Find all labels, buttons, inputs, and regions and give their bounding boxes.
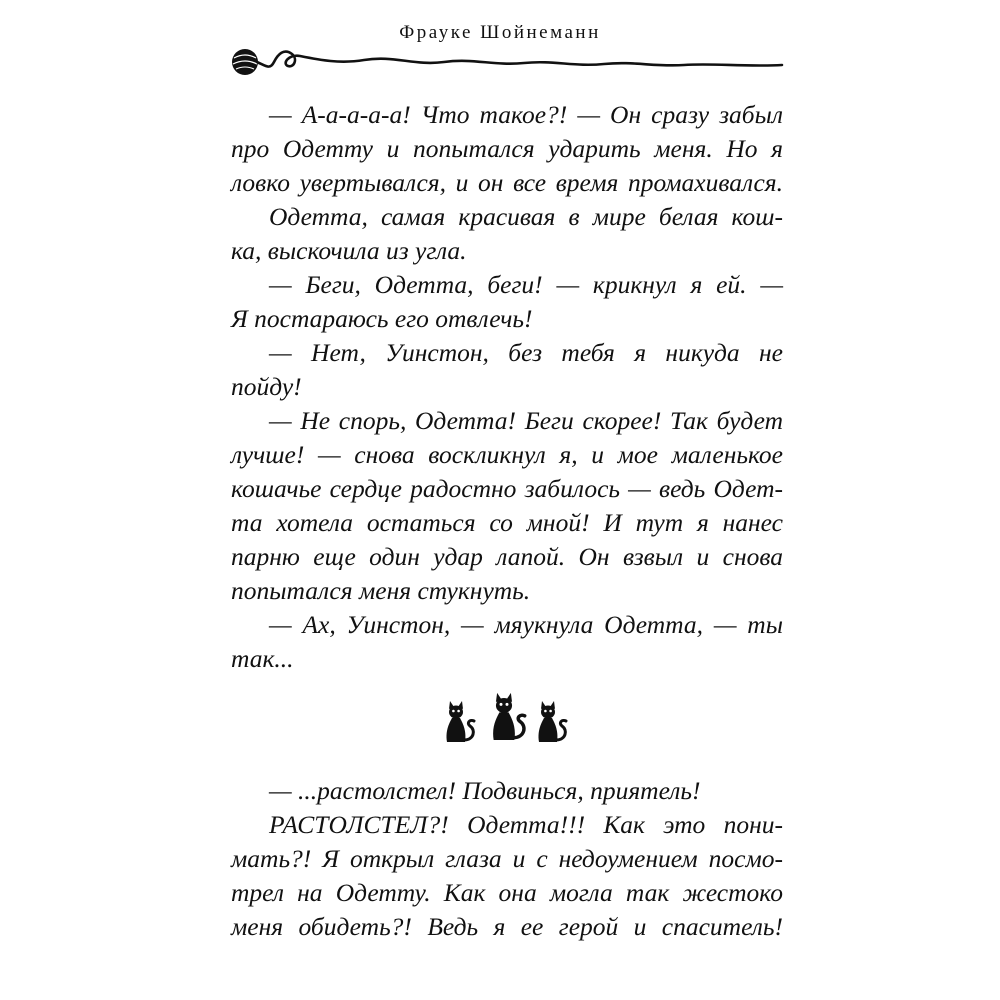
text-line: ловко увертывался, и он все время промахивался. bbox=[231, 168, 783, 197]
text-block-continuation bbox=[231, 774, 783, 944]
text-line: — Не спорь, Одетта! Беги скорее! Так будет bbox=[269, 406, 783, 435]
text-line: — Ах, Уинстон, — мяукнула Одетта, — ты bbox=[269, 610, 783, 639]
text-line: — Беги, Одетта, беги! — крикнул я ей. — bbox=[269, 270, 783, 299]
text-line: лучше! — снова воскликнул я, и мое маленькое bbox=[231, 440, 783, 469]
text-line: Одетта, самая красивая в мире белая кош- bbox=[269, 202, 783, 231]
text-line: — А-а-а-а-а! Что такое?! — Он сразу забыл bbox=[269, 100, 783, 129]
text-line: меня обидеть?! Ведь я ее герой и спаситель! bbox=[231, 912, 783, 941]
text-line: попытался меня стукнуть. bbox=[231, 576, 531, 605]
text-line: Я постараюсь его отвлечь! bbox=[231, 304, 533, 333]
text-line: — Нет, Уинстон, без тебя я никуда не bbox=[269, 338, 783, 367]
running-head: Фрауке Шойнеманн bbox=[399, 22, 601, 43]
three-black-cats-icon bbox=[436, 688, 576, 748]
text-line: ка, выскочила из угла. bbox=[231, 236, 467, 265]
text-line: кошачье сердце радостно забилось — ведь Одет- bbox=[231, 474, 783, 503]
text-line: так... bbox=[231, 644, 294, 673]
text-line: пойду! bbox=[231, 372, 302, 401]
text-line: трел на Одетту. Как она могла так жестоко bbox=[231, 878, 783, 907]
text-line: та хотела остаться со мной! И тут я нанес bbox=[231, 508, 783, 537]
text-line: РАСТОЛСТЕЛ?! Одетта!!! Как это пони- bbox=[269, 810, 783, 839]
text-line: про Одетту и попытался ударить меня. Но я bbox=[231, 134, 783, 163]
text-block-main bbox=[231, 98, 783, 676]
text-line: — ...растолстел! Подвинься, приятель! bbox=[269, 776, 701, 805]
text-line: парню еще один удар лапой. Он взвыл и снова bbox=[231, 542, 783, 571]
text-line: мать?! Я открыл глаза и с недоумением посмо- bbox=[231, 844, 783, 873]
yarn-ball-with-thread-icon bbox=[224, 40, 784, 84]
